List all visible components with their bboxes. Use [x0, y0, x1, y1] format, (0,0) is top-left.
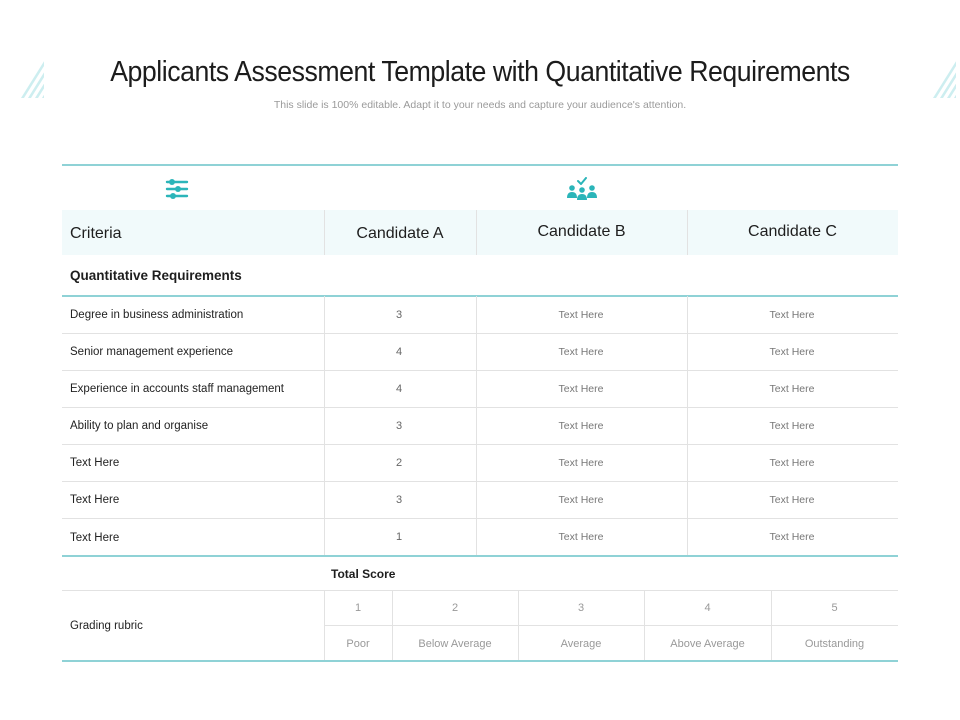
candidate-b-value: Text Here: [558, 309, 604, 321]
table-bottom-rule: [62, 660, 898, 662]
candidate-b-value: Text Here: [558, 383, 604, 395]
candidate-a-score: 1: [395, 531, 403, 543]
candidate-c-value: Text Here: [769, 309, 815, 321]
criteria-cell: Degree in business administration: [70, 309, 244, 321]
candidate-c-value: Text Here: [769, 383, 815, 395]
rubric-score-5: 5: [831, 602, 838, 614]
criteria-cell: Text Here: [70, 457, 120, 469]
candidate-c-value: Text Here: [769, 494, 815, 506]
column-header-candidate-c: Candidate C: [748, 223, 837, 240]
rubric-level-above-average: Above Average: [670, 638, 745, 650]
candidate-b-value: Text Here: [558, 531, 604, 543]
column-header-criteria: Criteria: [70, 225, 122, 242]
candidate-a-score: 3: [395, 494, 403, 506]
page-title: Applicants Assessment Template with Quantitative Requirements: [110, 56, 850, 88]
table-top-rule: [62, 164, 898, 166]
people-check-icon: [567, 177, 597, 201]
candidate-b-value: Text Here: [558, 494, 604, 506]
candidate-a-score: 3: [395, 309, 403, 321]
candidate-b-value: Text Here: [558, 346, 604, 358]
candidate-a-score: 3: [395, 420, 403, 432]
rubric-score-4: 4: [704, 602, 711, 614]
section-label: Quantitative Requirements: [70, 268, 242, 283]
candidate-a-score: 4: [395, 383, 403, 395]
criteria-cell: Ability to plan and organise: [70, 420, 209, 432]
criteria-cell: Senior management experience: [70, 346, 234, 358]
candidate-c-value: Text Here: [769, 457, 815, 469]
rubric-level-outstanding: Outstanding: [804, 638, 865, 650]
rubric-score-2: 2: [451, 602, 459, 614]
candidate-a-score: 2: [395, 457, 403, 469]
rubric-level-poor: Poor: [346, 638, 370, 650]
sliders-icon: [164, 178, 190, 202]
criteria-cell: Text Here: [70, 494, 120, 506]
decorative-stripes-right: [920, 52, 956, 98]
body-bottom-rule: [62, 555, 898, 557]
criteria-cell: Text Here: [70, 532, 120, 544]
rubric-score-1: 1: [354, 602, 362, 614]
candidate-c-value: Text Here: [769, 531, 815, 543]
rubric-level-average: Average: [560, 638, 602, 650]
total-score-label: Total Score: [331, 567, 396, 581]
column-header-candidate-b: Candidate B: [537, 223, 626, 240]
candidate-b-value: Text Here: [558, 420, 604, 432]
column-header-candidate-a: Candidate A: [356, 225, 444, 242]
page-subtitle: This slide is 100% editable. Adapt it to your needs and capture your audience's attention.: [273, 99, 687, 111]
candidate-a-score: 4: [395, 346, 403, 358]
rubric-level-below-average: Below Average: [418, 638, 492, 650]
candidate-c-value: Text Here: [769, 346, 815, 358]
candidate-c-value: Text Here: [769, 420, 815, 432]
rubric-score-3: 3: [577, 602, 585, 614]
grading-rubric-label: Grading rubric: [70, 620, 143, 632]
section-rule: [62, 295, 898, 297]
criteria-cell: Experience in accounts staff management: [70, 383, 284, 395]
candidate-b-value: Text Here: [558, 457, 604, 469]
